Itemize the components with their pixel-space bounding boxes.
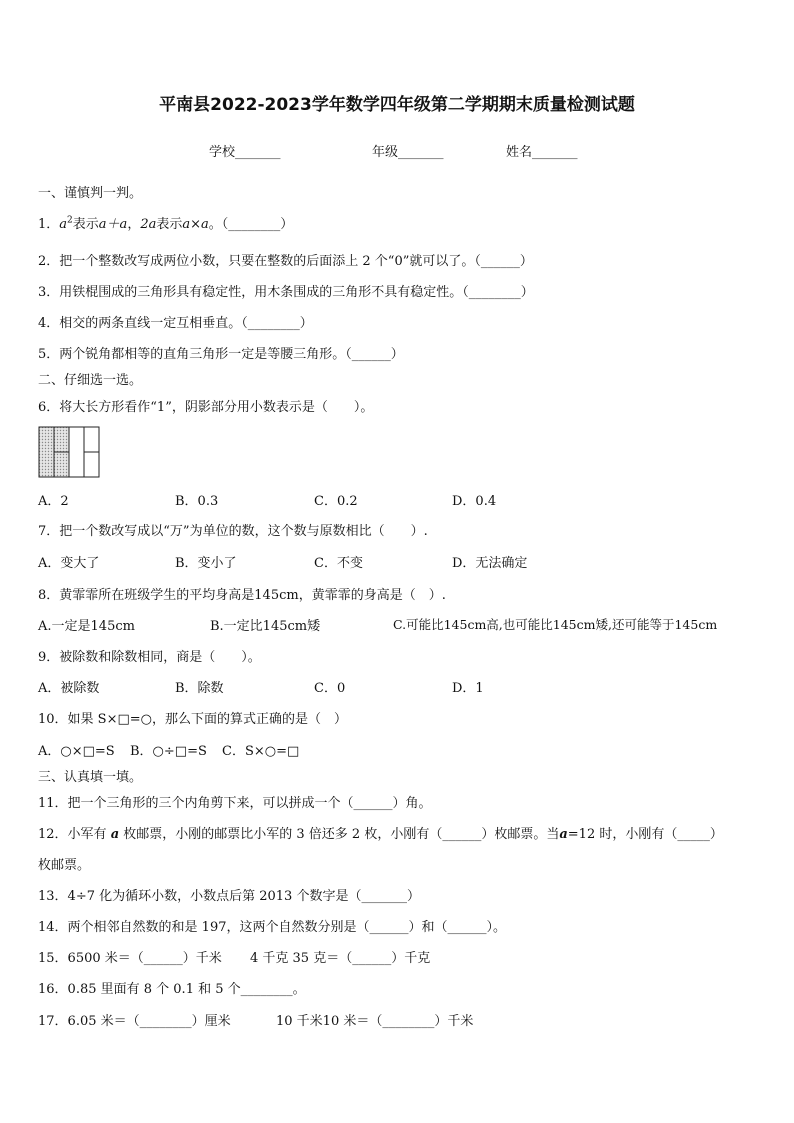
- q8-option-a: A.一定是145cm: [38, 619, 135, 634]
- question-11: 11．把一个三角形的三个内角剪下来，可以拼成一个（______）角。: [38, 796, 432, 811]
- q8-option-b: B.一定比145cm矮: [210, 619, 321, 634]
- question-14: 14．两个相邻自然数的和是 197，这两个自然数分别是（______）和（______）。: [38, 920, 506, 935]
- q6-option-c: C．0.2: [314, 494, 358, 509]
- name-field: 姓名_______: [506, 145, 578, 160]
- rectangle-figure: [38, 426, 100, 478]
- q7-option-b: B．变小了: [175, 556, 237, 571]
- question-4: 4．相交的两条直线一定互相垂直。（________）: [38, 316, 313, 331]
- q7-option-a: A．变大了: [38, 556, 100, 571]
- question-2: 2．把一个整数改写成两位小数，只要在整数的后面添上 2 个“0”就可以了。（______）: [38, 254, 533, 269]
- question-13: 13．4÷7 化为循环小数，小数点后第 2013 个数字是（_______）: [38, 889, 420, 904]
- question-17-b: 10 千米10 米＝（________）千米: [276, 1014, 474, 1029]
- question-17-a: 17．6.05 米＝（________）厘米: [38, 1014, 231, 1029]
- question-3: 3．用铁棍围成的三角形具有稳定性，用木条围成的三角形不具有稳定性。（________）: [38, 285, 534, 300]
- q10-option-a: A．○×□=S: [38, 744, 115, 759]
- page-title: 平南县2022-2023学年数学四年级第二学期期末质量检测试题: [159, 95, 635, 115]
- grade-field: 年级_______: [372, 145, 444, 160]
- school-field: 学校_______: [209, 145, 281, 160]
- q9-option-b: B．除数: [175, 681, 224, 696]
- column-3: [69, 427, 84, 477]
- q9-option-a: A．被除数: [38, 681, 100, 696]
- shaded-column-1: [39, 427, 54, 477]
- question-1: 1．$a^2$表示a＋a，2a表示a×a。（________）: [38, 215, 294, 232]
- q8-option-c: C.可能比145cm高,也可能比145cm矮,还可能等于145cm: [393, 617, 718, 632]
- question-15-a: 15．6500 米＝（______）千米: [38, 951, 222, 966]
- q10-option-b: B．○÷□=S: [130, 744, 207, 759]
- question-9: 9．被除数和除数相同，商是（ ）。: [38, 650, 261, 665]
- q6-option-a: A．2: [38, 494, 69, 509]
- question-16: 16．0.85 里面有 8 个 0.1 和 5 个________。: [38, 982, 306, 997]
- section-heading-3: 三、认真填一填。: [38, 770, 143, 785]
- question-8: 8．黄霏霏所在班级学生的平均身高是145cm，黄霏霏的身高是（ ）.: [38, 588, 446, 603]
- q9-option-c: C．0: [314, 681, 346, 696]
- question-12: 12．小军有 a 枚邮票，小刚的邮票比小军的 3 倍还多 2 枚，小刚有（______）枚邮票。当a=12 时，小刚有（_____）: [38, 827, 723, 842]
- q6-option-d: D．0.4: [452, 494, 497, 509]
- q7-option-c: C．不变: [314, 556, 363, 571]
- question-5: 5．两个锐角都相等的直角三角形一定是等腰三角形。（______）: [38, 347, 404, 362]
- question-12-cont: 枚邮票。: [38, 858, 91, 873]
- question-6: 6．将大长方形看作“1”，阴影部分用小数表示是（ ）。: [38, 400, 374, 415]
- q9-option-d: D．1: [452, 681, 484, 696]
- question-7: 7．把一个数改写成以“万”为单位的数，这个数与原数相比（ ）.: [38, 524, 428, 539]
- q7-option-d: D．无法确定: [452, 556, 528, 571]
- section-heading-2: 二、仔细选一选。: [38, 373, 143, 388]
- q10-option-c: C．S×○=□: [222, 744, 300, 759]
- question-10: 10．如果 S×□=○，那么下面的算式正确的是（ ）: [38, 712, 347, 727]
- section-heading-1: 一、谨慎判一判。: [38, 186, 143, 201]
- q6-option-b: B．0.3: [175, 494, 219, 509]
- question-15-b: 4 千克 35 克＝（______）千克: [250, 951, 431, 966]
